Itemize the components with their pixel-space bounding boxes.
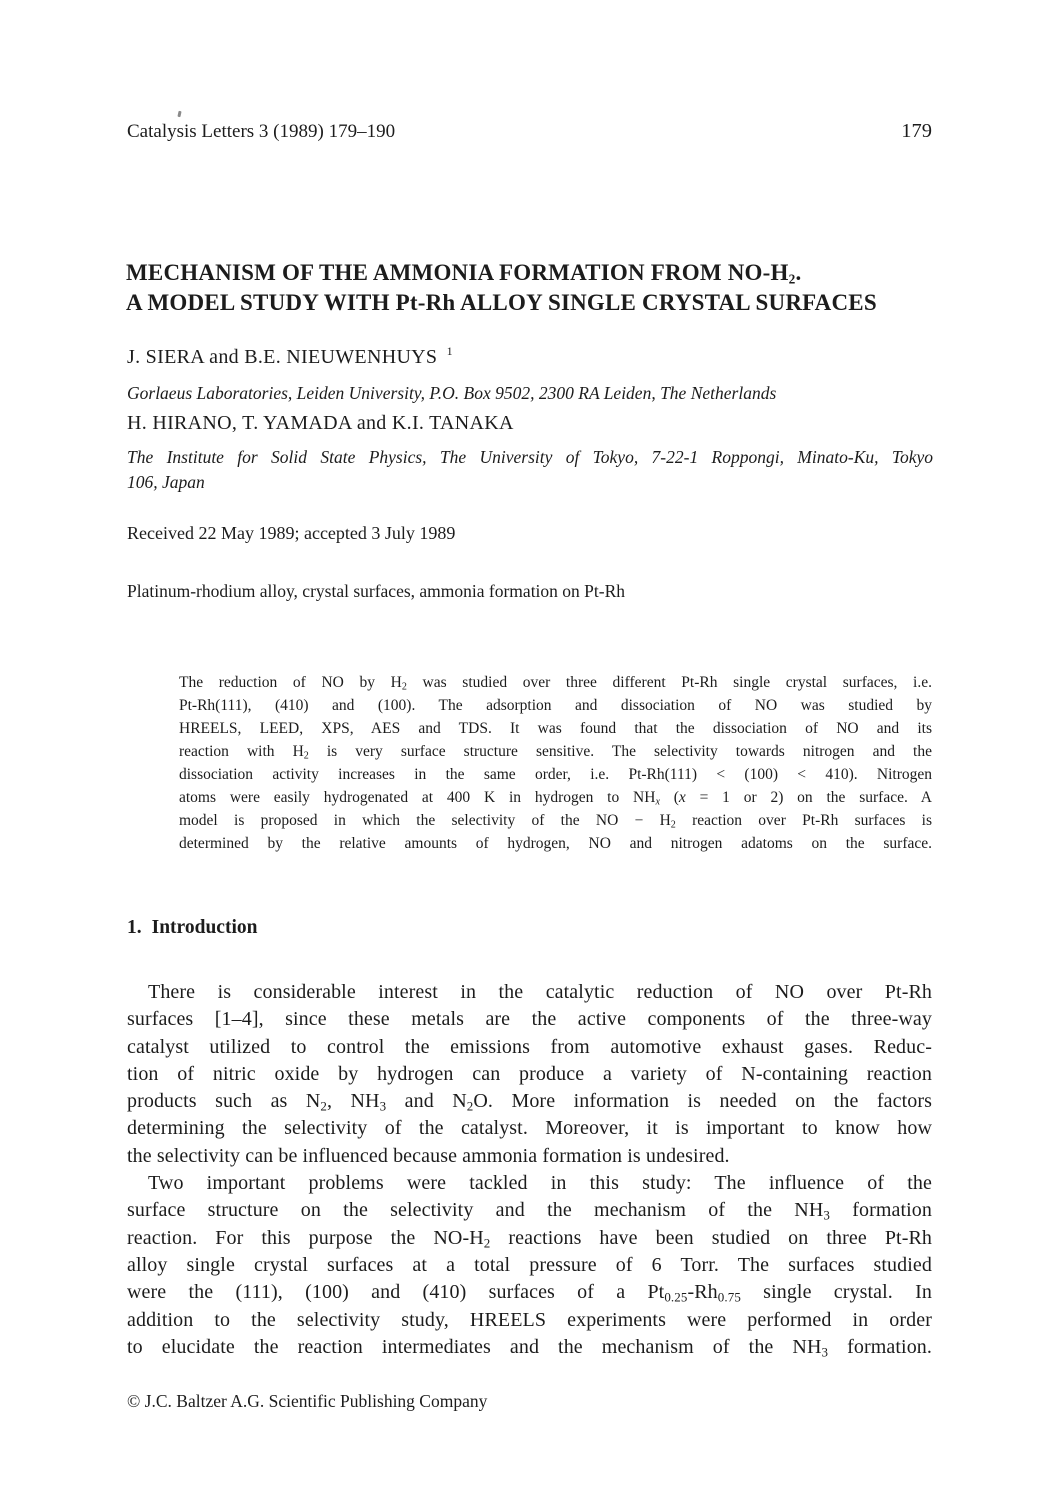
text-line: addition to the selectivity study, HREELS experiments were performed in order [127, 1308, 932, 1331]
abstract-block [179, 671, 932, 855]
journal-reference: Catalysis Letters 3 (1989) 179–190 [127, 121, 396, 142]
page-number: 179 [901, 120, 932, 142]
text-line: The Institute for Solid State Physics, The University of Tokyo, 7-22-1 Roppongi, Minato-Ku, Tokyo [127, 447, 933, 467]
text-line: catalyst utilized to control the emissions from automotive exhaust gases. Reduc- [127, 1035, 932, 1058]
text-line: 106, Japan [127, 472, 205, 492]
text-line: dissociation activity increases in the same order, i.e. Pt-Rh(111) < (100) < 410). Nitrogen [179, 766, 932, 783]
text-line: tion of nitric oxide by hydrogen can produce a variety of N-containing reaction [127, 1062, 932, 1085]
affiliation-1: Gorlaeus Laboratories, Leiden University, P.O. Box 9502, 2300 RA Leiden, The Netherlands [127, 383, 777, 403]
text-line: products such as $N_2$, $NH_3$ and $N_2O$. More information is needed on the factors [127, 1090, 933, 1114]
text-line: determining the selectivity of the catalyst. Moreover, it is important to know how [127, 1117, 932, 1140]
text-line: to elucidate the reaction intermediates and the mechanism of the $NH_3$ formation. [127, 1335, 933, 1360]
scan-speck [177, 111, 181, 117]
text-line: The reduction of NO by $H_2$ was studied over three different Pt-Rh single crystal surfaces, i.e. [179, 674, 932, 693]
text-line: surface structure on the selectivity and the mechanism of the $NH_3$ formation [127, 1199, 932, 1223]
text-line: HREELS, LEED, XPS, AES and TDS. It was found that the dissociation of NO and its [179, 720, 932, 737]
article-title-line-2: A MODEL STUDY WITH Pt-Rh ALLOY SINGLE CRYSTAL SURFACES [126, 290, 877, 315]
text-line: surfaces [1–4], since these metals are the active components of the three-way [127, 1008, 932, 1031]
section-title: Introduction [151, 917, 258, 938]
text-line: the selectivity can be influenced because ammonia formation is undesired. [127, 1144, 730, 1167]
text-line: reaction with $H_2$ is very surface structure sensitive. The selectivity towards nitrogen and the [179, 743, 932, 762]
text-line: were the (111), (100) and (410) surfaces of a $Pt_{0.25}-Rh_{0.75}$ single crystal. In [127, 1281, 932, 1305]
text-line: atoms were easily hydrogenated at 400 K in hydrogen to $NH_x$ (x = 1 or 2) on the surface. A [179, 789, 932, 808]
section-number: 1. [127, 917, 142, 938]
text-line: reaction. For this purpose the $NO-H_2$ reactions have been studied on three Pt-Rh [127, 1226, 933, 1250]
affiliation-2 [127, 445, 933, 495]
section-heading-introduction [127, 917, 257, 939]
text-line: determined by the relative amounts of hydrogen, NO and nitrogen adatoms on the surface. [179, 835, 932, 852]
text-line: Pt-Rh(111), (410) and (100). The adsorption and dissociation of NO was studied by [179, 697, 932, 714]
introduction-body-text [127, 979, 932, 1361]
authors-group-2: H. HIRANO, T. YAMADA and K.I. TANAKA [127, 412, 514, 434]
page-header [127, 120, 932, 143]
received-accepted-line: Received 22 May 1989; accepted 3 July 1989 [127, 523, 456, 543]
article-title-line-1: MECHANISM OF THE AMMONIA FORMATION FROM $NO-H_2$. [126, 260, 802, 287]
text-line: alloy single crystal surfaces at a total pressure of 6 Torr. The surfaces studied [127, 1253, 932, 1276]
text-line: model is proposed in which the selectivity of the NO − $H_2$ reaction over Pt-Rh surfaces is [179, 812, 932, 831]
authors-group-1: J. SIERA and B.E. NIEUWENHUYS $^1$ [127, 344, 453, 368]
footer-copyright: © J.C. Baltzer A.G. Scientific Publishing Company [127, 1391, 488, 1411]
keywords-line: Platinum-rhodium alloy, crystal surfaces, ammonia formation on Pt-Rh [127, 581, 626, 601]
article-title [126, 258, 941, 318]
text-line: There is considerable interest in the catalytic reduction of NO over Pt-Rh [148, 981, 932, 1003]
text-line: Two important problems were tackled in this study: The influence of the [148, 1172, 932, 1195]
